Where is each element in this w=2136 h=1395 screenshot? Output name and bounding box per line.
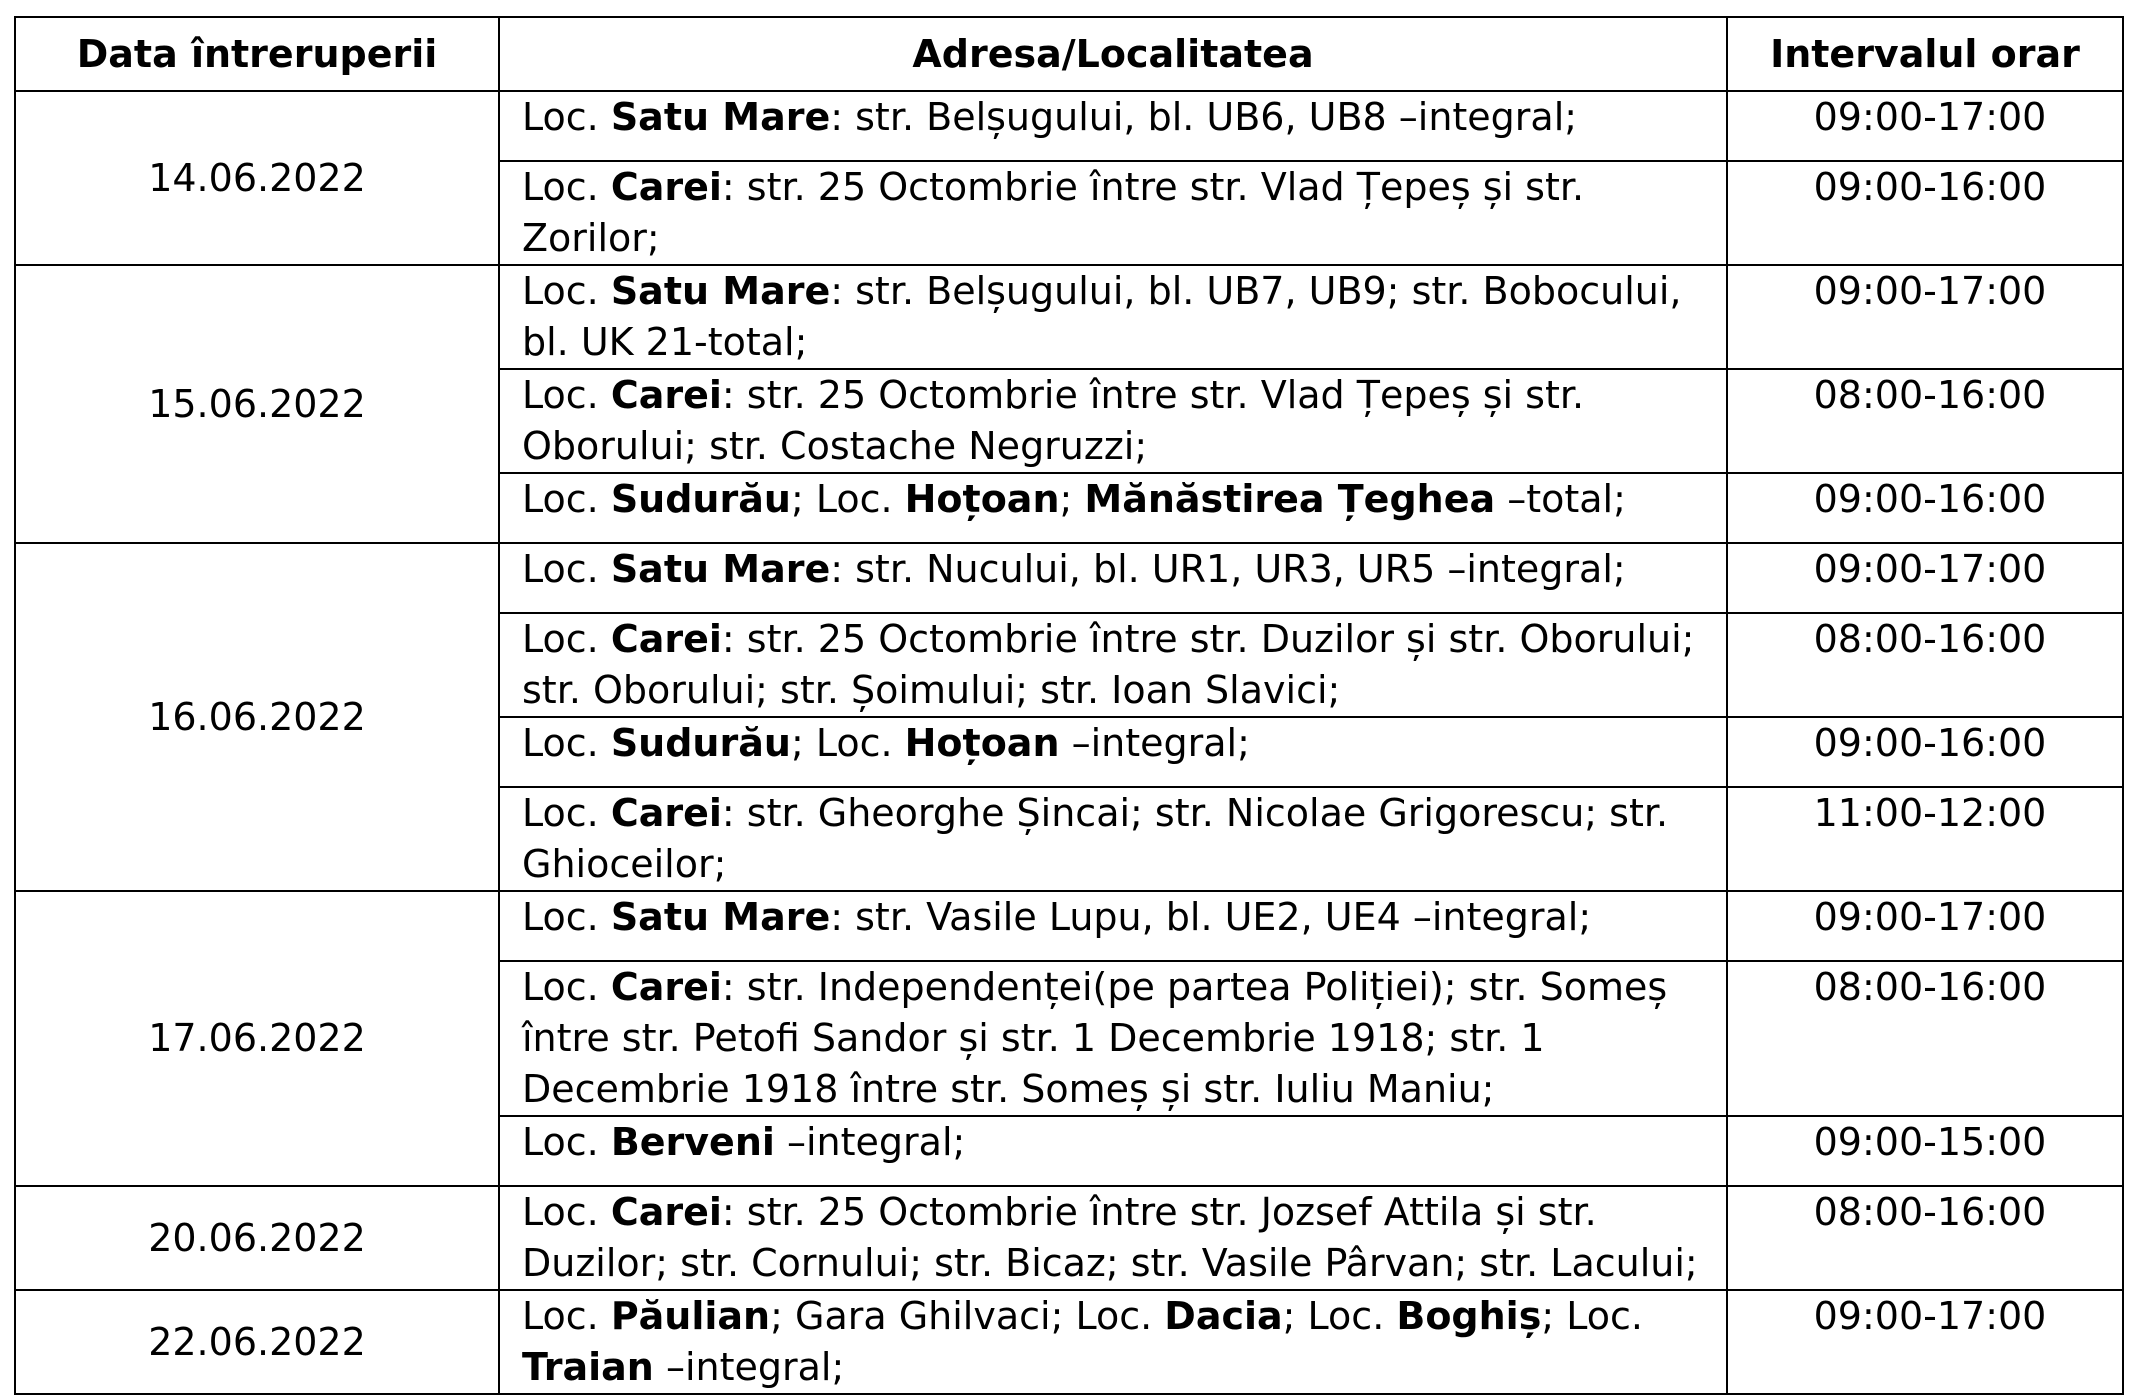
locality-name: Carei [610, 165, 722, 209]
address-text: Loc. [522, 895, 611, 939]
outage-address [499, 717, 1727, 787]
locality-name: Satu Mare [610, 269, 831, 313]
locality-name: Hoțoan [904, 477, 1060, 521]
outage-date: 20.06.2022 [15, 1186, 499, 1290]
locality-name: Dacia [1164, 1294, 1283, 1338]
table-row [15, 265, 2123, 369]
locality-name: Traian [522, 1345, 654, 1389]
locality-name: Mănăstirea Țeghea [1084, 477, 1496, 521]
outage-date: 14.06.2022 [15, 91, 499, 265]
header-row [15, 17, 2123, 91]
outage-interval: 08:00-16:00 [1727, 613, 2123, 717]
outage-date: 22.06.2022 [15, 1290, 499, 1394]
outage-address [499, 1116, 1727, 1186]
address-text: Loc. [522, 477, 611, 521]
outage-interval: 11:00-12:00 [1727, 787, 2123, 891]
address-text: : str. 25 Octombrie între str. Duzilor și str. Oborului; str. Oborului; str. Șoimului; str. Ioan Slavici; [522, 617, 1695, 712]
address-text: Loc. [522, 547, 611, 591]
outage-address [499, 891, 1727, 961]
locality-name: Carei [610, 965, 722, 1009]
address-text: Loc. [522, 617, 611, 661]
table-row [15, 91, 2123, 161]
address-text: Loc. [522, 1294, 611, 1338]
locality-name: Carei [610, 373, 722, 417]
locality-name: Sudurău [610, 721, 791, 765]
address-text: –integral; [774, 1120, 966, 1164]
outage-address [499, 369, 1727, 473]
locality-name: Berveni [610, 1120, 775, 1164]
address-text: –integral; [1059, 721, 1250, 765]
address-text: ; Loc. [1282, 1294, 1397, 1338]
table-row [15, 891, 2123, 961]
address-text: Loc. [522, 95, 611, 139]
header-interval: Intervalul orar [1727, 17, 2123, 91]
locality-name: Satu Mare [610, 895, 831, 939]
address-text: Loc. [522, 721, 611, 765]
address-text: : str. 25 Octombrie între str. Vlad Țepeș și str. Oborului; str. Costache Negruzzi; [522, 373, 1585, 468]
outage-address [499, 543, 1727, 613]
outage-schedule-table [14, 16, 2124, 1395]
table-header [15, 17, 2123, 91]
locality-name: Sudurău [610, 477, 791, 521]
locality-name: Carei [610, 617, 722, 661]
address-text: Loc. [522, 965, 611, 1009]
address-text: : str. 25 Octombrie între str. Vlad Țepeș și str. Zorilor; [522, 165, 1585, 260]
address-text: ; Loc. [1541, 1294, 1643, 1338]
address-text: ; [1059, 477, 1085, 521]
address-text: ; Gara Ghilvaci; Loc. [770, 1294, 1165, 1338]
outage-address [499, 265, 1727, 369]
outage-interval: 09:00-17:00 [1727, 1290, 2123, 1394]
outage-interval: 09:00-16:00 [1727, 161, 2123, 265]
table-row [15, 1290, 2123, 1394]
table-body [15, 91, 2123, 1394]
outage-interval: 09:00-15:00 [1727, 1116, 2123, 1186]
address-text: –total; [1495, 477, 1626, 521]
address-text: ; Loc. [790, 721, 905, 765]
outage-date: 15.06.2022 [15, 265, 499, 543]
locality-name: Carei [610, 791, 722, 835]
locality-name: Păulian [610, 1294, 771, 1338]
address-text: ; Loc. [790, 477, 905, 521]
address-text: : str. Belșugului, bl. UB6, UB8 –integral; [830, 95, 1578, 139]
outage-date: 17.06.2022 [15, 891, 499, 1186]
outage-address [499, 91, 1727, 161]
address-text: : str. Belșugului, bl. UB7, UB9; str. Bobocului, bl. UK 21-total; [522, 269, 1682, 364]
outage-address [499, 1290, 1727, 1394]
address-text: Loc. [522, 1120, 611, 1164]
outage-interval: 09:00-17:00 [1727, 91, 2123, 161]
outage-interval: 08:00-16:00 [1727, 961, 2123, 1116]
outage-interval: 09:00-16:00 [1727, 717, 2123, 787]
address-text: Loc. [522, 1190, 611, 1234]
header-date: Data întreruperii [15, 17, 499, 91]
outage-address [499, 473, 1727, 543]
outage-address [499, 961, 1727, 1116]
address-text: Loc. [522, 165, 611, 209]
outage-address [499, 613, 1727, 717]
header-address: Adresa/Localitatea [499, 17, 1727, 91]
address-text: –integral; [653, 1345, 845, 1389]
outage-interval: 09:00-17:00 [1727, 543, 2123, 613]
locality-name: Satu Mare [610, 547, 831, 591]
table-row [15, 543, 2123, 613]
table-row [15, 1186, 2123, 1290]
outage-interval: 09:00-17:00 [1727, 265, 2123, 369]
outage-address [499, 161, 1727, 265]
outage-address [499, 787, 1727, 891]
outage-interval: 08:00-16:00 [1727, 369, 2123, 473]
address-text: Loc. [522, 791, 611, 835]
address-text: : str. Vasile Lupu, bl. UE2, UE4 –integral; [830, 895, 1592, 939]
outage-interval: 08:00-16:00 [1727, 1186, 2123, 1290]
outage-address [499, 1186, 1727, 1290]
address-text: : str. Independenței(pe partea Poliției); str. Someș între str. Petofi Sandor și str. 1 Decembrie 1918; str. 1 Decembrie 1918 între str. Someș și str. Iuliu Maniu; [522, 965, 1668, 1111]
outage-interval: 09:00-16:00 [1727, 473, 2123, 543]
address-text: Loc. [522, 269, 611, 313]
locality-name: Hoțoan [904, 721, 1060, 765]
locality-name: Satu Mare [610, 95, 831, 139]
address-text: Loc. [522, 373, 611, 417]
address-text: : str. Nucului, bl. UR1, UR3, UR5 –integral; [830, 547, 1626, 591]
address-text: : str. 25 Octombrie între str. Jozsef Attila și str. Duzilor; str. Cornului; str. Bicaz; str. Vasile Pârvan; str. Lacului; [522, 1190, 1698, 1285]
outage-interval: 09:00-17:00 [1727, 891, 2123, 961]
outage-date: 16.06.2022 [15, 543, 499, 891]
locality-name: Carei [610, 1190, 722, 1234]
locality-name: Boghiș [1396, 1294, 1542, 1338]
address-text: : str. Gheorghe Șincai; str. Nicolae Grigorescu; str. Ghioceilor; [522, 791, 1669, 886]
